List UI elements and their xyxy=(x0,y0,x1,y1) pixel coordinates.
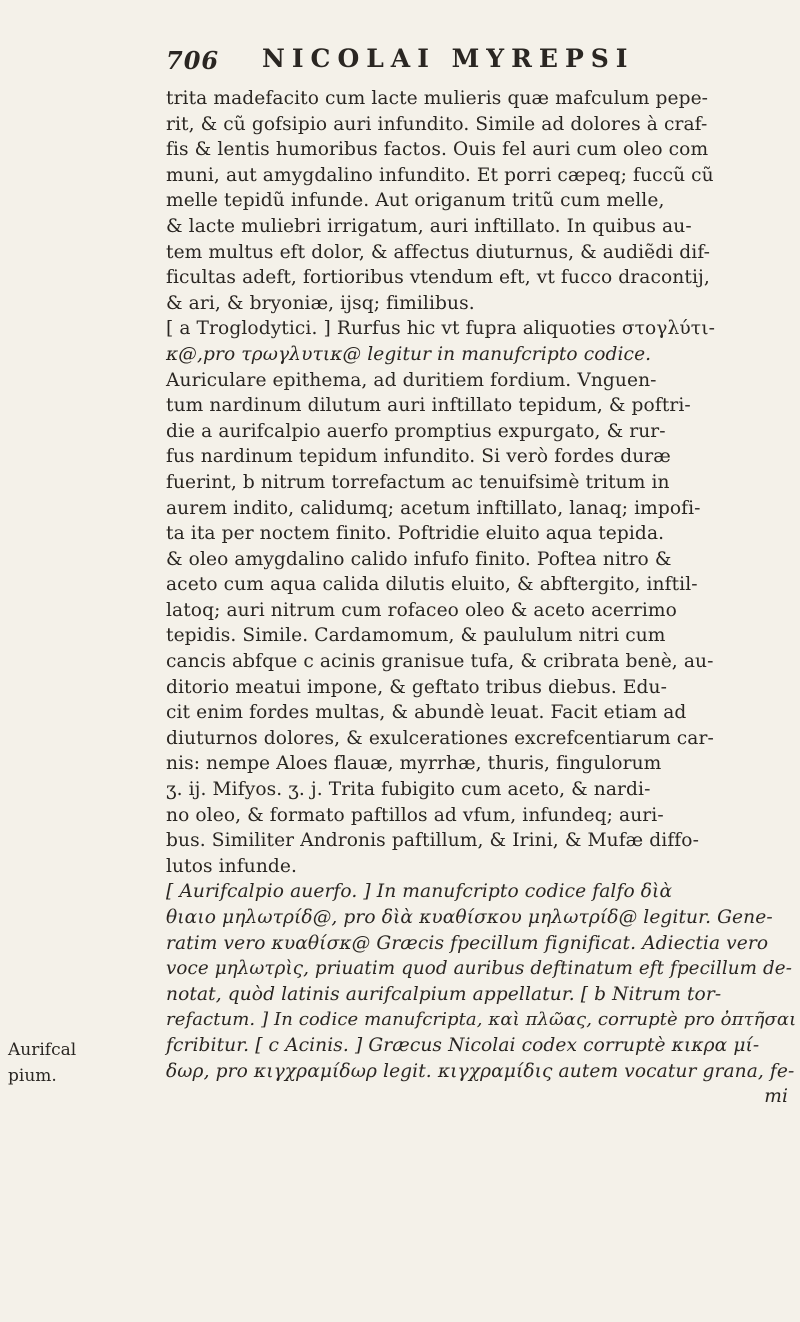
text-line: tum nardinum dilutum auri inftillato tepidum, & poftri- xyxy=(166,395,691,417)
text-line: voce μηλωτρὶς, priuatim quod auribus deftinatum eft fpecillum de- xyxy=(166,958,792,980)
text-line: notat, quòd latinis aurifcalpium appellatur. [ b Nitrum tor- xyxy=(166,983,722,1005)
text-line: ficultas adeft, fortioribus vtendum eft, vt fucco dracontij, xyxy=(166,267,710,289)
text-line: fuerint, b nitrum torrefactum ac tenuifsimè tritum in xyxy=(166,471,670,493)
text-line: no oleo, & formato paftillos ad vfum, infundeq; auri- xyxy=(166,804,664,826)
text-line: ʒ. ij. Mifyos. ʒ. j. Trita fubigito cum aceto, & nardi- xyxy=(166,779,651,801)
text-line: ditorio meatui impone, & geftato tribus diebus. Edu- xyxy=(166,676,668,698)
text-line: ta ita per noctem finito. Poftridie eluito aqua tepida. xyxy=(166,523,665,545)
text-line: latoq; auri nitrum cum rofaceo oleo & aceto acerrimo xyxy=(166,599,677,621)
text-line: tepidis. Simile. Cardamomum, & paululum nitri cum xyxy=(166,625,666,647)
text-line: κ@,pro τρωγλυτικ@ legitur in manufcripto codice. xyxy=(166,343,652,365)
text-line: & lacte muliebri irrigatum, auri inftillato. In quibus au- xyxy=(166,215,692,237)
text-line: aurem indito, calidumq; acetum inftillato, lanaq; impofi- xyxy=(166,497,701,519)
catchword: mi xyxy=(764,1086,788,1108)
margin-note-line: pium. xyxy=(8,1065,57,1086)
text-line: nis: nempe Aloes flauæ, myrrhæ, thuris, fingulorum xyxy=(166,753,662,775)
text-line: melle tepidũ infunde. Aut origanum tritũ cum melle, xyxy=(166,190,665,212)
text-line: & oleo amygdalino calido infufo finito. Poftea nitro & xyxy=(166,548,672,570)
text-line: trita madefacito cum lacte mulieris quæ mafculum pepe- xyxy=(166,88,709,109)
text-line: muni, aut amygdalino infundito. Et porri cæpeq; fuccũ cũ xyxy=(166,164,714,186)
text-line: aceto cum aqua calida dilutis eluito, & abftergito, inftil- xyxy=(166,574,698,596)
text-line: bus. Similiter Andronis paftillum, & Irini, & Mufæ diffo- xyxy=(166,830,699,852)
text-line: & ari, & bryoniæ, ijsq; fimilibus. xyxy=(166,292,475,314)
text-line: fis & lentis humoribus factos. Ouis fel auri cum oleo com xyxy=(166,139,709,161)
running-head xyxy=(166,44,800,84)
text-line: cancis abfque c acinis granisue tufa, & cribrata benè, au- xyxy=(166,651,714,673)
body-text xyxy=(166,86,796,1110)
margin-note xyxy=(8,1038,76,1089)
text-line: tem multus eft dolor, & affectus diuturnus, & audiẽdi dif- xyxy=(166,241,711,263)
text-line: cit enim fordes multas, & abundè leuat. Facit etiam ad xyxy=(166,702,687,724)
text-line: [ Aurifcalpio auerfo. ] In manufcripto codice falfo δὶὰ xyxy=(166,881,673,903)
page-number: 706 xyxy=(166,46,220,75)
text-line: Auriculare epithema, ad duritiem fordium. Vnguen- xyxy=(166,369,657,391)
running-title: NICOLAI MYREPSI xyxy=(262,44,635,73)
text-line: die a aurifcalpio auerfo promptius expurgato, & rur- xyxy=(166,420,666,442)
text-line: θιαιο μηλωτρίδ@, pro δὶὰ κυαθίσκου μηλωτρίδ@ legitur. Gene- xyxy=(166,907,773,928)
text-line: δωρ, pro κιγχραμίδωρ legit. κιγχραμίδις autem vocatur grana, fe- xyxy=(166,1060,795,1082)
text-line: ratim vero κυαθίσκ@ Græcis fpecillum fignificat. Adiectia vero xyxy=(166,932,769,954)
text-line: fcribitur. [ c Acinis. ] Græcus Nicolai codex corruptè κικρα μί- xyxy=(166,1034,760,1056)
text-line: diuturnos dolores, & exulcerationes excrefcentiarum car- xyxy=(166,727,714,749)
text-line: refactum. ] In codice manufcripta, καὶ πλῶας, corruptè pro ὀπτῆσαι xyxy=(166,1009,797,1031)
text-line: rit, & cũ gofsipio auri infundito. Simile ad dolores à craf- xyxy=(166,113,708,135)
text-line: [ a Troglodytici. ] Rurfus hic vt fupra aliquoties στογλύτι- xyxy=(166,318,715,340)
text-line: lutos infunde. xyxy=(166,855,298,877)
text-line: fus nardinum tepidum infundito. Si verò fordes duræ xyxy=(166,446,671,468)
margin-note-line: Aurifcal xyxy=(8,1040,77,1060)
